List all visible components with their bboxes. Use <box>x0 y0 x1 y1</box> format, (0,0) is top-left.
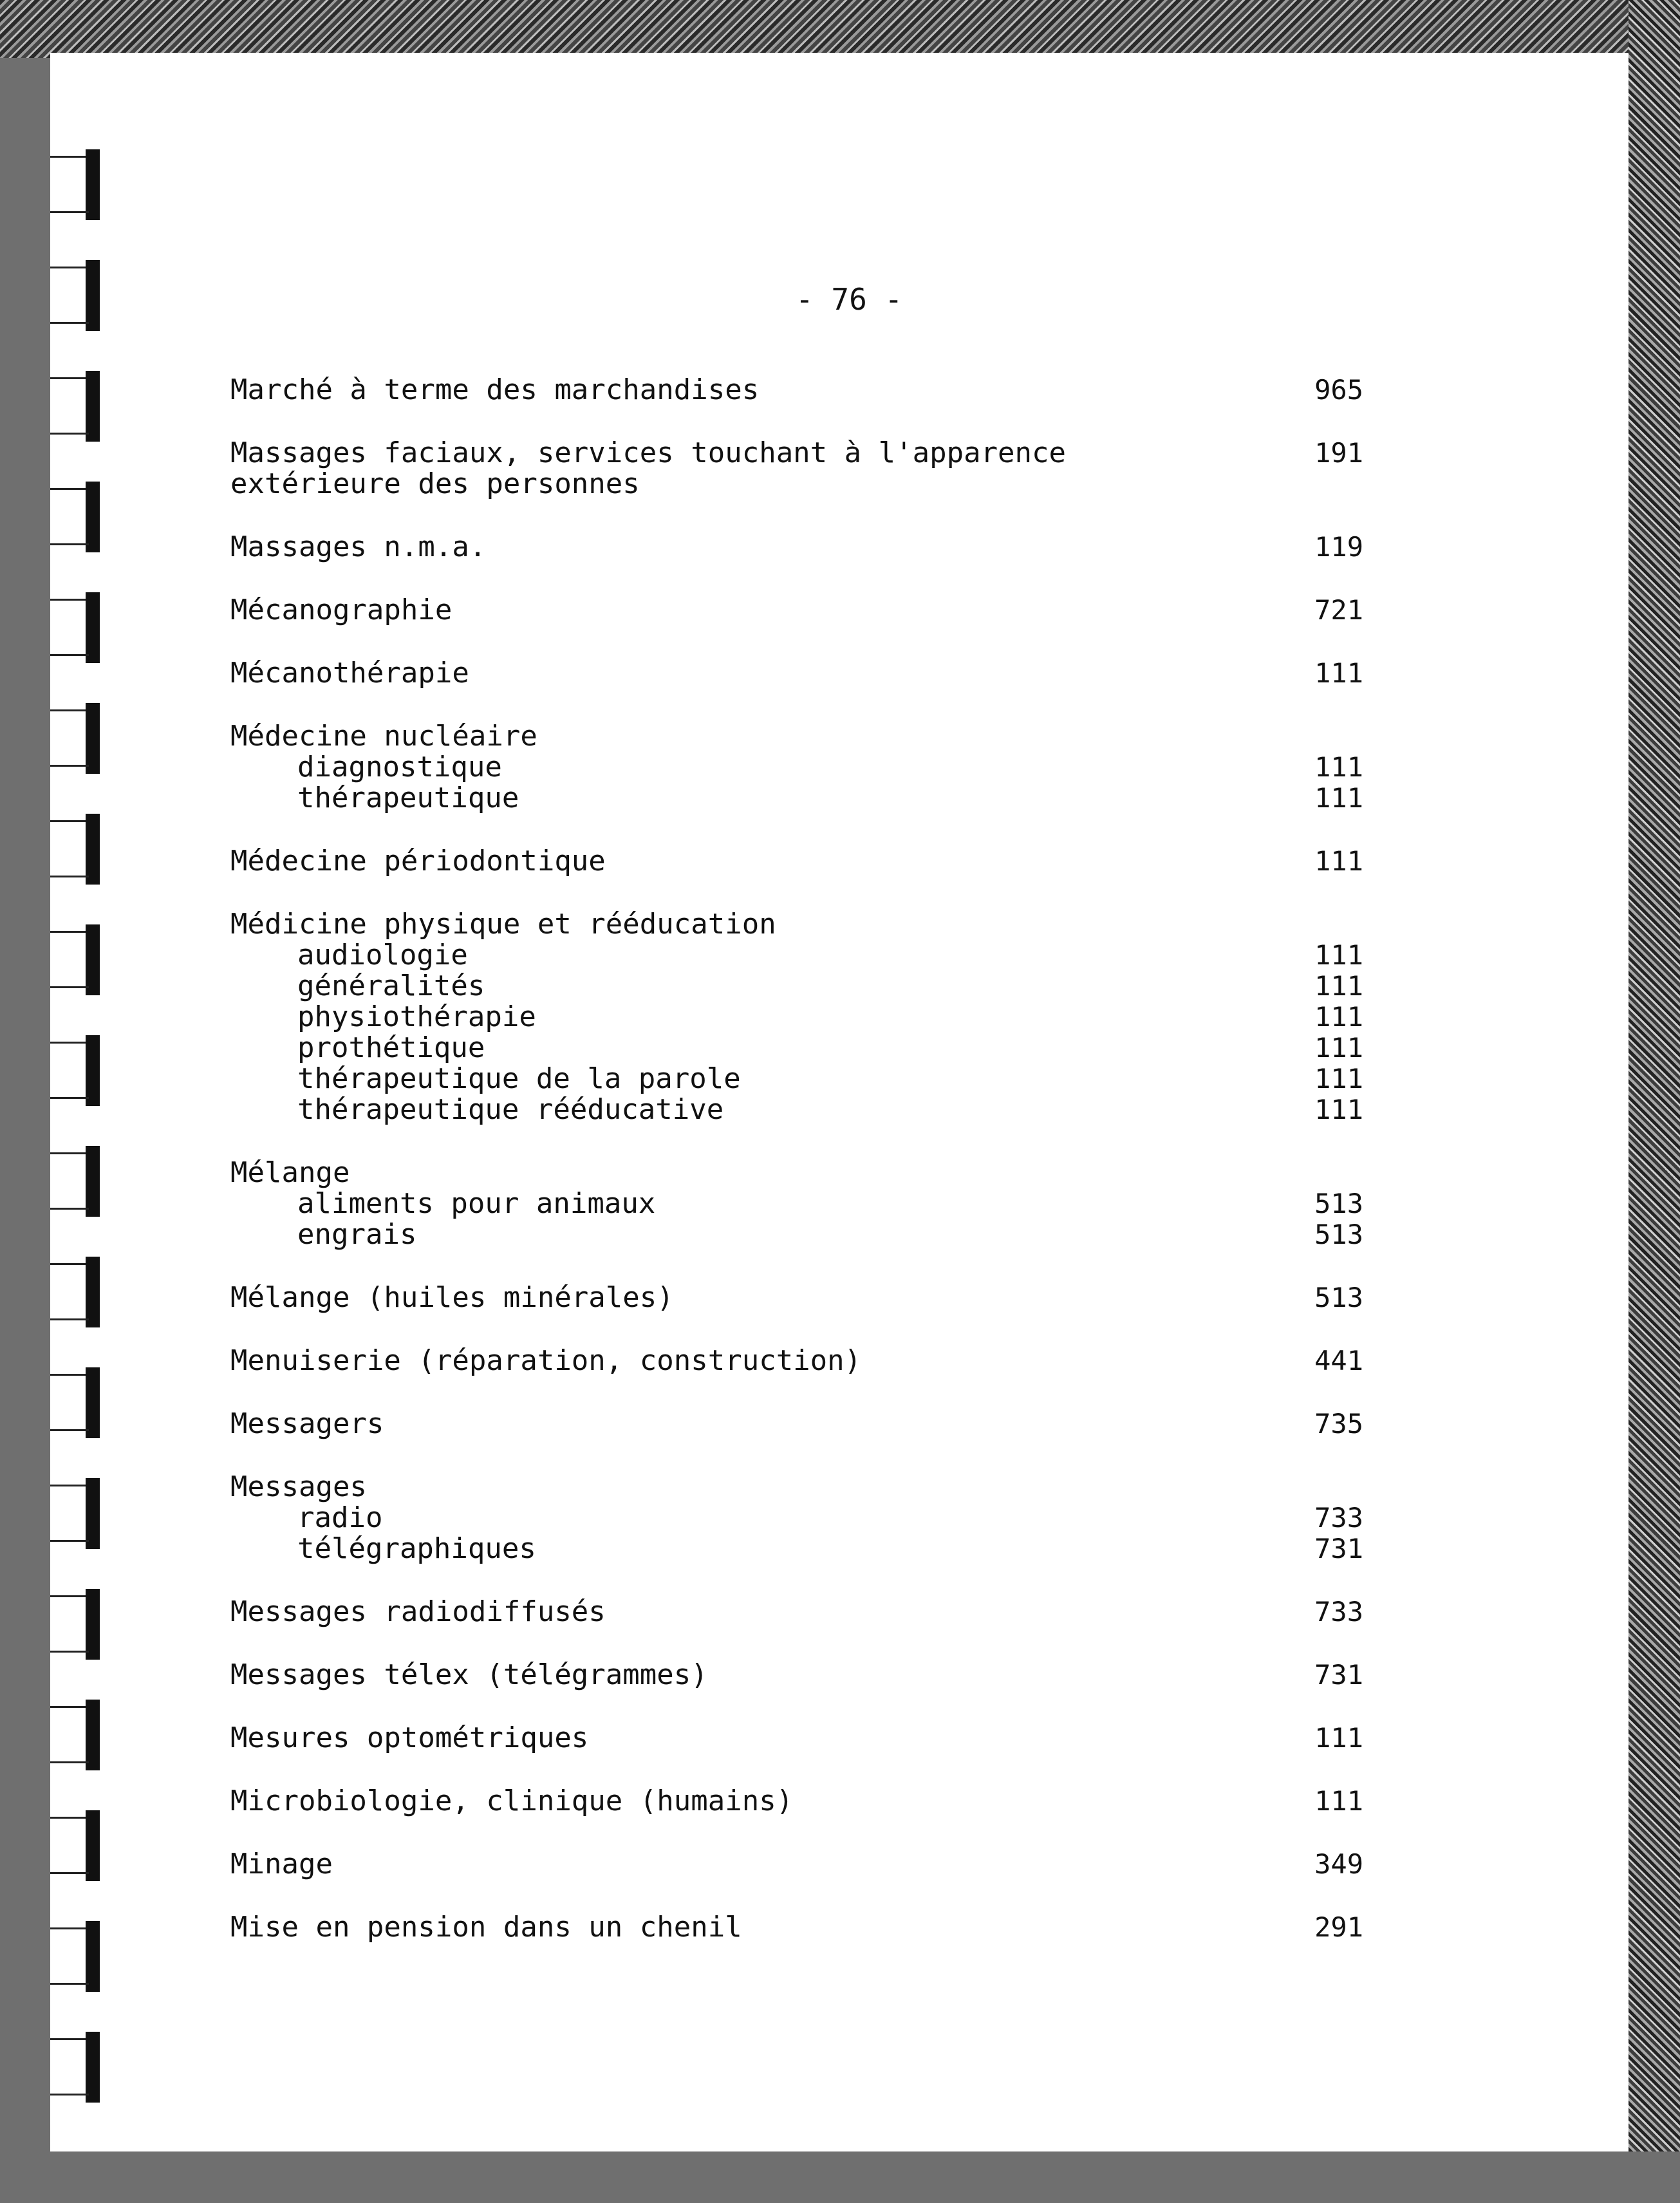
binding-ring <box>50 1810 108 1888</box>
binding-ring <box>50 482 108 559</box>
index-entry <box>230 721 1363 814</box>
index-entry <box>230 1282 1363 1313</box>
entry-term: Mécanographie <box>230 594 453 626</box>
entry-term: Massages faciaux, services touchant à l'apparence <box>230 436 1067 469</box>
sub-entry <box>230 783 1363 814</box>
sub-entry-code: 731 <box>1314 1533 1363 1564</box>
entry-term-continuation: extérieure des personnes <box>230 467 640 500</box>
sub-entry-code: 111 <box>1314 1063 1363 1094</box>
entry-term: Médecine périodontique <box>230 845 606 877</box>
binding-ring <box>50 592 108 670</box>
sub-entry-term: thérapeutique de la parole <box>297 1062 741 1095</box>
sub-entry-term: télégraphiques <box>297 1532 536 1565</box>
index-entry <box>230 438 1363 500</box>
entry-term: Messages <box>230 1470 367 1503</box>
sub-entry-term: engrais <box>297 1218 417 1251</box>
entry-term: Messages radiodiffusés <box>230 1595 606 1628</box>
sub-entry-code: 111 <box>1314 1001 1363 1033</box>
entry-term: Mécanothérapie <box>230 657 469 689</box>
sub-entry-term: thérapeutique rééducative <box>297 1093 724 1126</box>
index-entry <box>230 595 1363 626</box>
sub-entry <box>230 752 1363 783</box>
sub-entry-term: thérapeutique <box>297 782 519 814</box>
entry-term: Mesures optométriques <box>230 1721 589 1754</box>
page-number: - 76 - <box>796 282 903 317</box>
index-entry <box>230 658 1363 689</box>
entry-code: 111 <box>1314 1722 1363 1754</box>
sub-entry-code: 733 <box>1314 1502 1363 1533</box>
sub-entry <box>230 1002 1363 1033</box>
entry-code: 513 <box>1314 1282 1363 1313</box>
sub-entry-term: généralités <box>297 970 485 1002</box>
sub-entry <box>230 1219 1363 1250</box>
index-entry <box>230 1912 1363 1943</box>
entry-code: 191 <box>1314 437 1363 469</box>
entry-term: Minage <box>230 1848 333 1880</box>
document-page <box>50 53 1629 2151</box>
sub-entry-code: 111 <box>1314 782 1363 814</box>
binding-ring <box>50 924 108 1002</box>
sub-entry-term: aliments pour animaux <box>297 1187 656 1220</box>
sub-entry <box>230 1064 1363 1094</box>
index-entry <box>230 1597 1363 1627</box>
sub-entry-term: radio <box>297 1501 383 1534</box>
entry-code: 119 <box>1314 531 1363 563</box>
binding-ring <box>50 371 108 448</box>
sub-entry-code: 513 <box>1314 1219 1363 1250</box>
entry-code: 731 <box>1314 1659 1363 1691</box>
index-entry <box>230 846 1363 877</box>
entry-term: Mise en pension dans un chenil <box>230 1911 742 1944</box>
binding-ring <box>50 1257 108 1334</box>
entry-code: 441 <box>1314 1345 1363 1376</box>
entry-term: Microbiologie, clinique (humains) <box>230 1785 794 1817</box>
sub-entry <box>230 971 1363 1002</box>
sub-entry-code: 111 <box>1314 970 1363 1002</box>
sub-entry-term: diagnostique <box>297 751 502 783</box>
sub-entry-code: 513 <box>1314 1188 1363 1219</box>
binding-ring <box>50 1035 108 1112</box>
entry-term: Messagers <box>230 1407 384 1440</box>
sub-entry <box>230 1188 1363 1219</box>
index-entries <box>230 375 1363 1975</box>
sub-entry-term: prothétique <box>297 1031 485 1064</box>
index-entry <box>230 1723 1363 1754</box>
entry-term: Mélange (huiles minérales) <box>230 1281 674 1314</box>
entry-term: Menuiserie (réparation, construction) <box>230 1344 862 1377</box>
sub-entry <box>230 1094 1363 1125</box>
binding-ring <box>50 149 108 227</box>
index-entry <box>230 1472 1363 1564</box>
spiral-binding <box>50 149 108 2203</box>
sub-entry-code: 111 <box>1314 751 1363 783</box>
entry-code: 965 <box>1314 374 1363 406</box>
entry-code: 721 <box>1314 594 1363 626</box>
entry-code: 111 <box>1314 657 1363 689</box>
index-entry <box>230 532 1363 563</box>
entry-term: Messages télex (télégrammes) <box>230 1658 708 1691</box>
sub-entry-code: 111 <box>1314 1032 1363 1064</box>
binding-ring <box>50 1367 108 1445</box>
sub-entry-code: 111 <box>1314 1094 1363 1125</box>
binding-ring <box>50 1589 108 1666</box>
sub-entry-term: physiothérapie <box>297 1000 536 1033</box>
entry-code: 735 <box>1314 1408 1363 1439</box>
binding-ring <box>50 1478 108 1555</box>
index-entry <box>230 1158 1363 1250</box>
sub-entry <box>230 1533 1363 1564</box>
binding-ring <box>50 260 108 337</box>
scan-border-top <box>0 0 1680 58</box>
index-entry <box>230 1849 1363 1880</box>
entry-code: 111 <box>1314 845 1363 877</box>
entry-term: Marché à terme des marchandises <box>230 373 760 406</box>
binding-ring <box>50 814 108 891</box>
index-entry <box>230 909 1363 1125</box>
index-entry <box>230 1345 1363 1376</box>
index-entry <box>230 1786 1363 1817</box>
entry-term: Médicine physique et rééducation <box>230 908 776 941</box>
binding-ring <box>50 2032 108 2109</box>
entry-term: Massages n.m.a. <box>230 530 487 563</box>
entry-code: 733 <box>1314 1596 1363 1627</box>
sub-entry <box>230 940 1363 971</box>
sub-entry <box>230 1503 1363 1533</box>
scan-border-right <box>1629 0 1680 2151</box>
binding-ring <box>50 1921 108 1998</box>
sub-entry <box>230 1033 1363 1064</box>
binding-ring <box>50 1146 108 1223</box>
binding-ring <box>50 1700 108 1777</box>
sub-entry-term: audiologie <box>297 939 468 971</box>
entry-code: 349 <box>1314 1848 1363 1880</box>
index-entry <box>230 375 1363 406</box>
entry-code: 291 <box>1314 1911 1363 1943</box>
entry-term: Mélange <box>230 1156 350 1189</box>
index-entry <box>230 1409 1363 1439</box>
entry-term: Médecine nucléaire <box>230 720 537 753</box>
entry-code: 111 <box>1314 1785 1363 1817</box>
index-entry <box>230 1660 1363 1691</box>
sub-entry-code: 111 <box>1314 939 1363 971</box>
binding-ring <box>50 703 108 780</box>
